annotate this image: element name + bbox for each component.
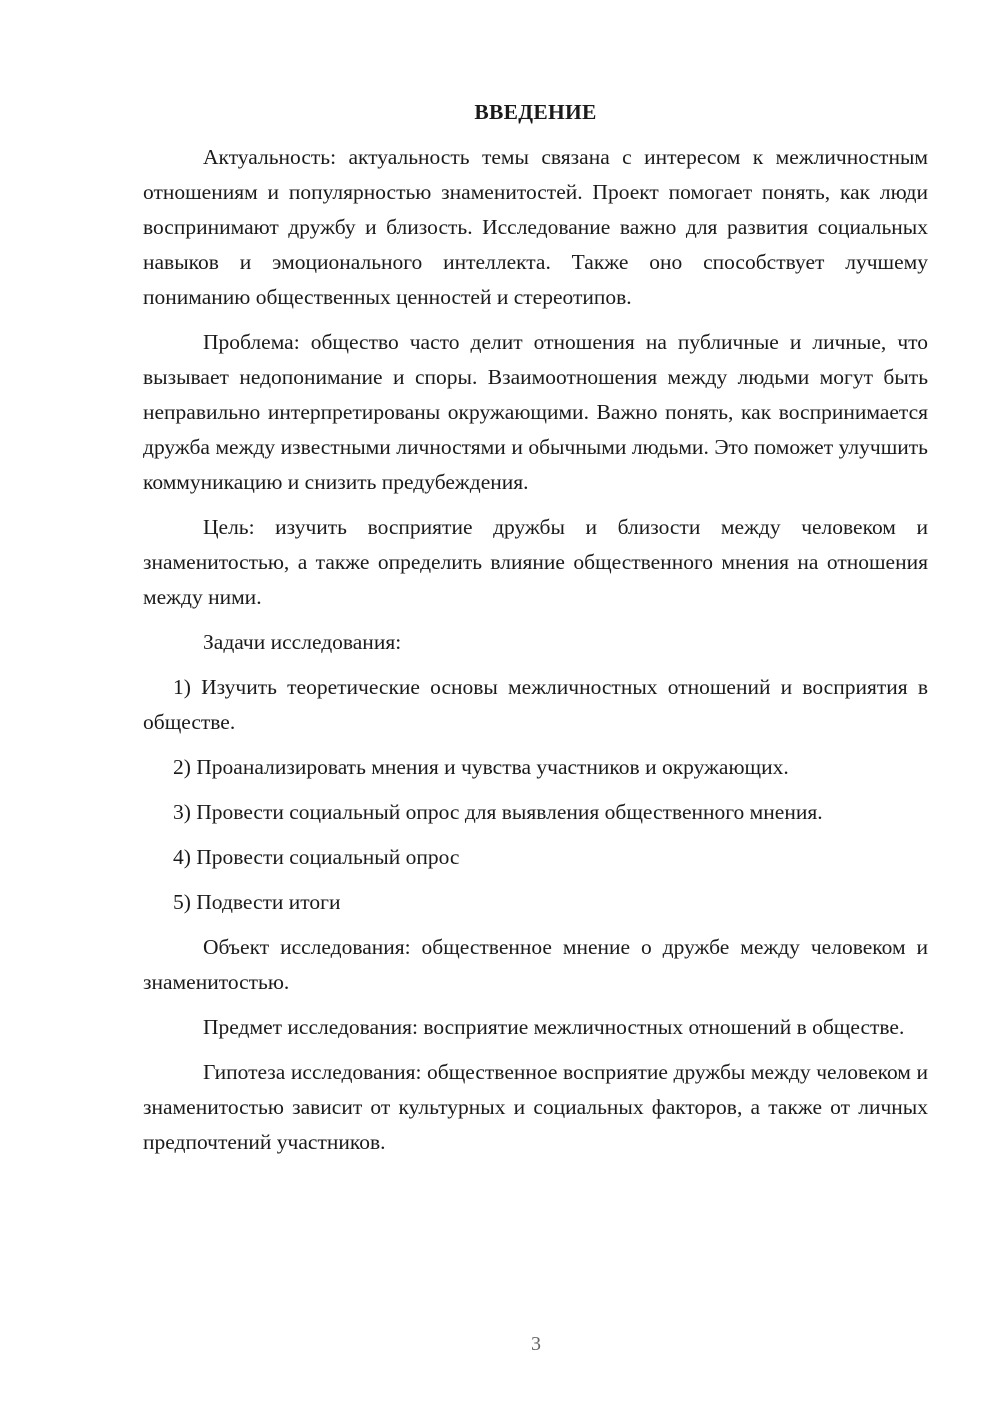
task-item-3: 3) Провести социальный опрос для выявления общественного мнения. (173, 800, 823, 824)
page-content (143, 95, 928, 1170)
section-heading: ВВЕДЕНИЕ (474, 100, 597, 124)
relevance-paragraph: Актуальность: актуальность темы связана с интересом к межличностным отношениям и популярностью знаменитостей. Проект помогает понять, как люди воспринимают дружбу и близость. Исследование важно для развития социальных навыков и эмоционального интеллекта. Также оно способствует лучшему пониманию общественных ценностей и стереотипов. (143, 145, 928, 309)
hypothesis-paragraph: Гипотеза исследования: общественное восприятие дружбы между человеком и знаменитостью зависит от культурных и социальных факторов, а также от личных предпочтений участников. (143, 1060, 928, 1154)
tasks-label: Задачи исследования: (203, 630, 402, 654)
task-item-5: 5) Подвести итоги (173, 890, 341, 914)
object-paragraph: Объект исследования: общественное мнение о дружбе между человеком и знаменитостью. (143, 935, 928, 994)
goal-paragraph: Цель: изучить восприятие дружбы и близости между человеком и знаменитостью, а также определить влияние общественного мнения на отношения между ними. (143, 515, 928, 609)
problem-paragraph: Проблема: общество часто делит отношения на публичные и личные, что вызывает недопонимание и споры. Взаимоотношения между людьми могут быть неправильно интерпретированы окружающими. Важно понять, как воспринимается дружба между известными личностями и обычными людьми. Это поможет улучшить коммуникацию и снизить предубеждения. (143, 330, 928, 494)
task-item-2: 2) Проанализировать мнения и чувства участников и окружающих. (173, 755, 789, 779)
page-number: 3 (531, 1333, 541, 1355)
task-item-4: 4) Провести социальный опрос (173, 845, 460, 869)
subject-paragraph: Предмет исследования: восприятие межличностных отношений в обществе. (203, 1015, 905, 1039)
task-item-1: 1) Изучить теоретические основы межличностных отношений и восприятия в обществе. (143, 675, 928, 734)
